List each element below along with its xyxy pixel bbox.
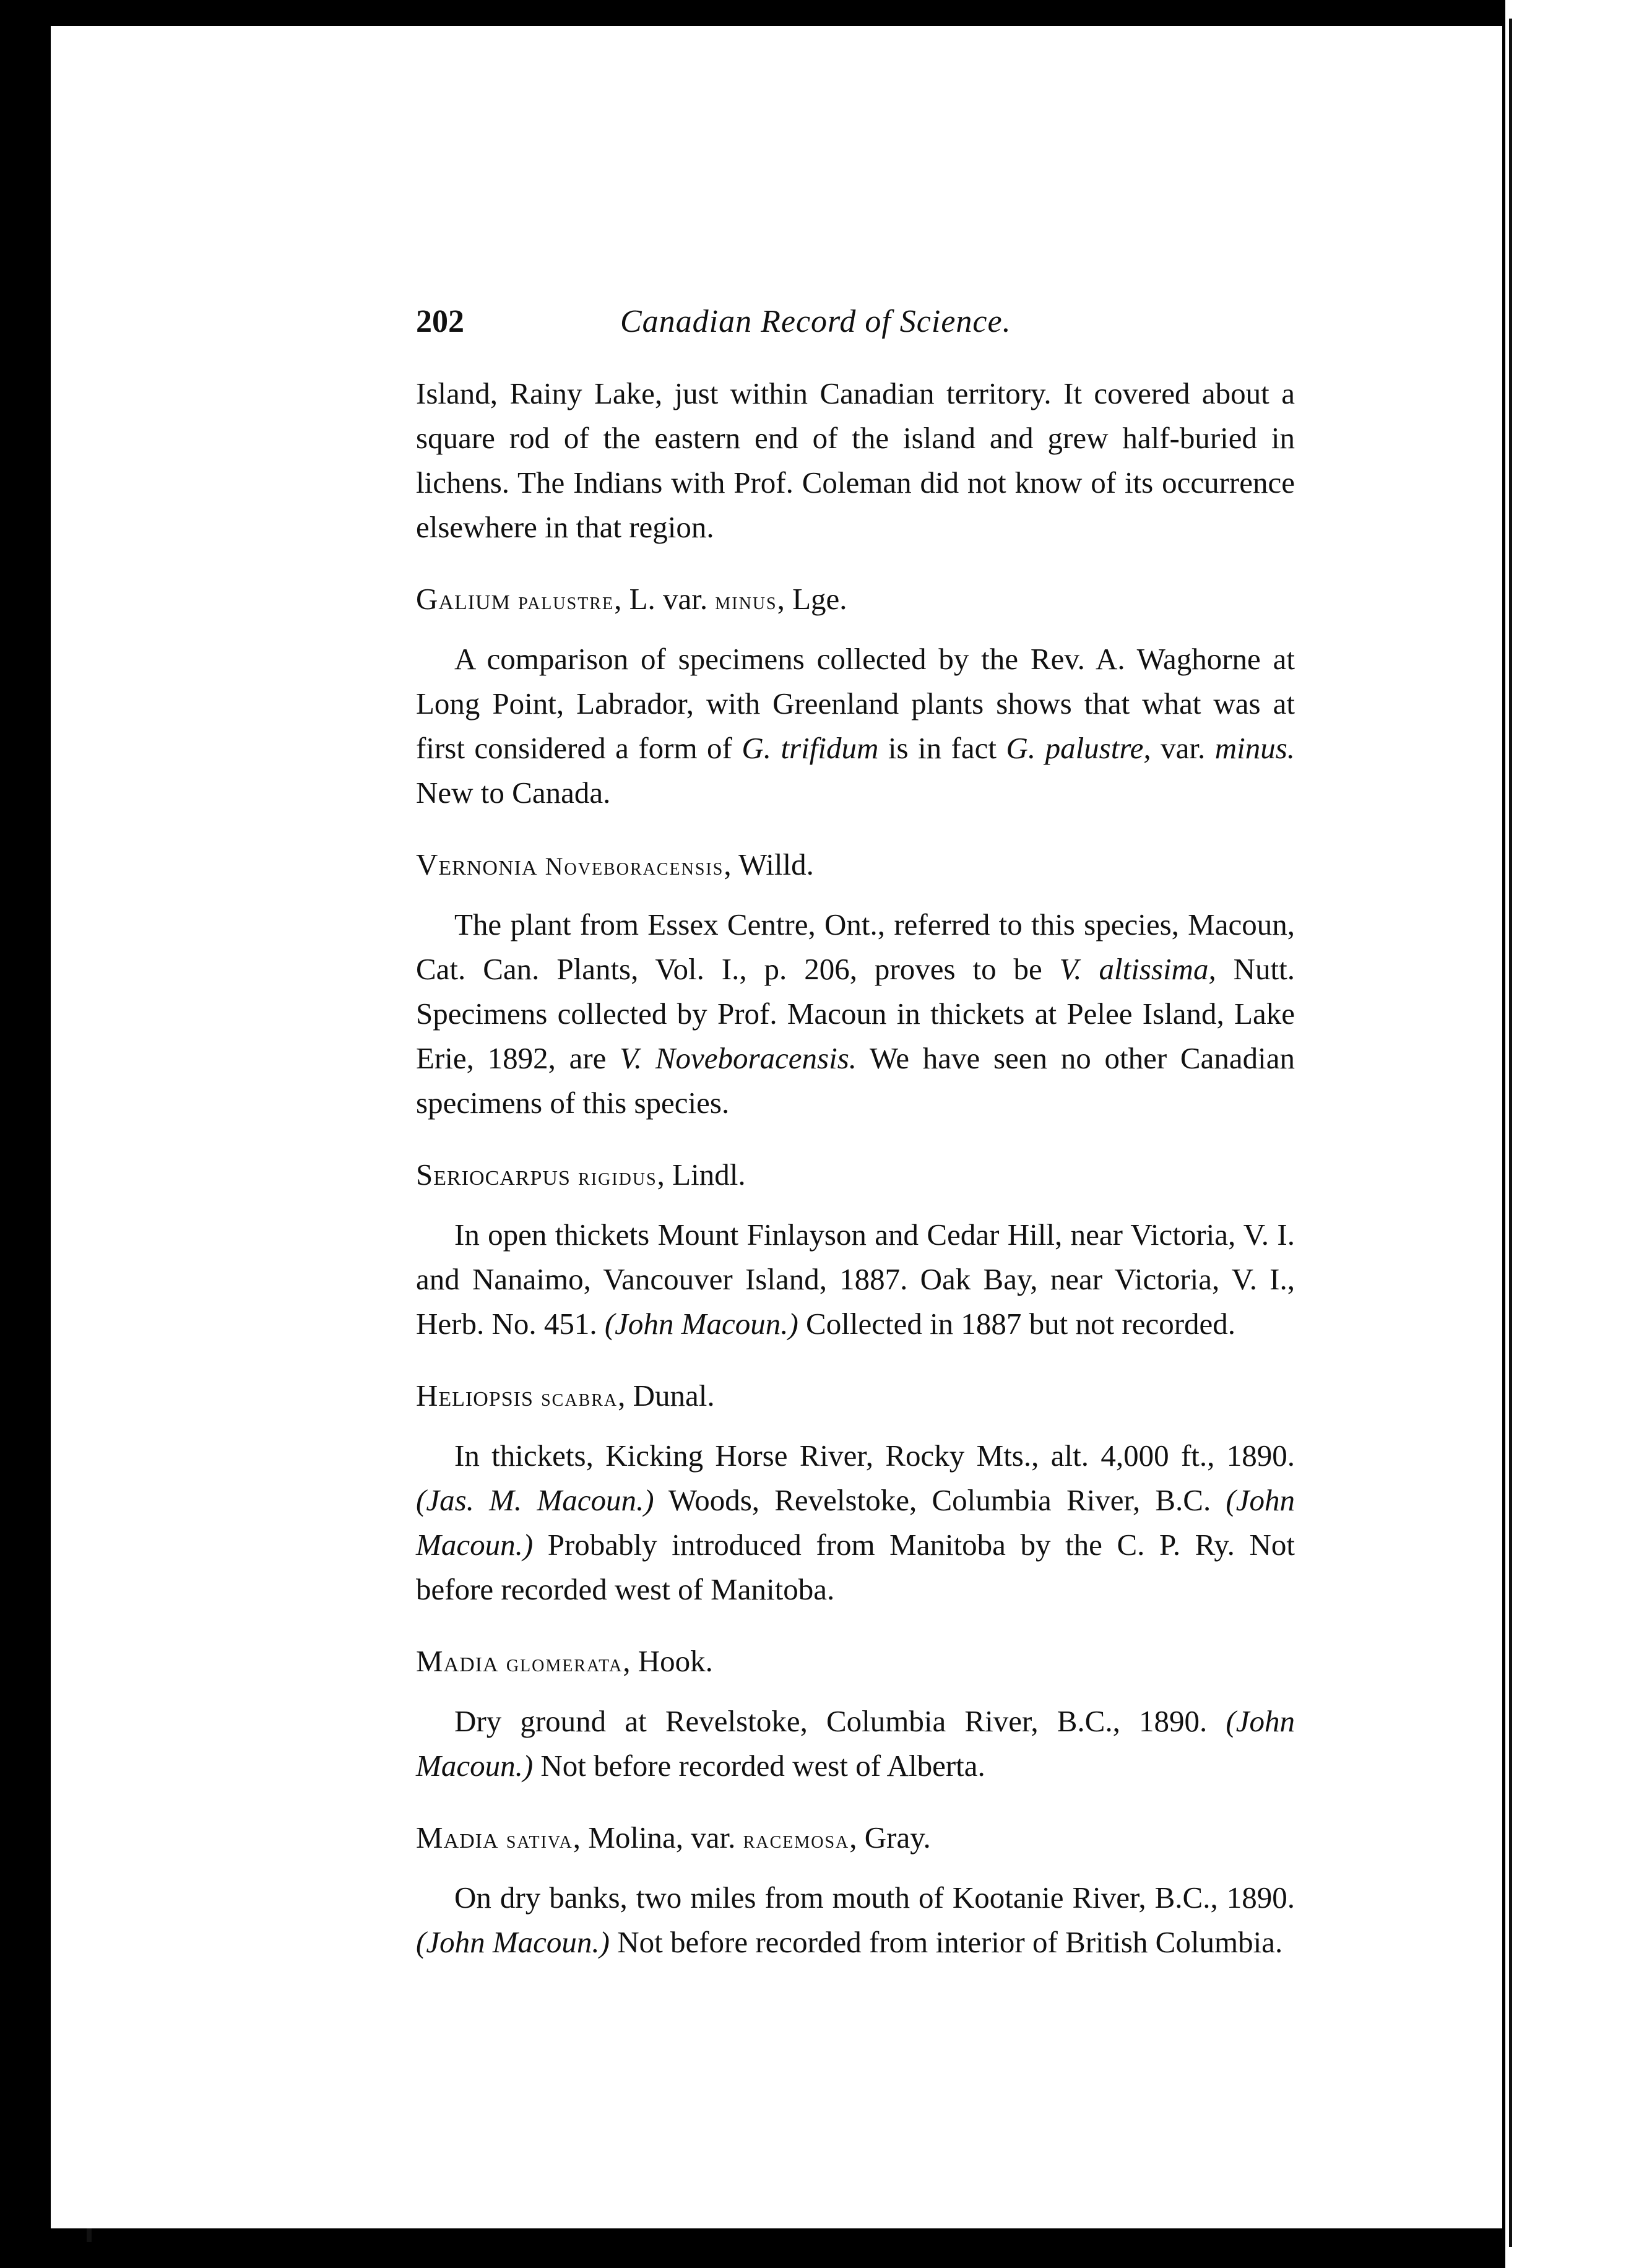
- species-heading-heliopsis-scabra: [416, 1374, 1295, 1420]
- species-description-galium-palustre: [416, 637, 1295, 815]
- species-description-heliopsis-scabra: [416, 1434, 1295, 1612]
- body-text: [416, 371, 1295, 1965]
- species-description-madia-glomerata: [416, 1699, 1295, 1788]
- species-heading-galium-palustre: [416, 577, 1295, 623]
- authority: , Lindl.: [657, 1158, 746, 1192]
- authority: , L. var.: [614, 582, 716, 616]
- text-run: A comparison of specimens collected by the Rev. A. Waghorne at Long Point, Labrador, with Greenland plants shows that what was at first considered a form of: [416, 642, 1295, 765]
- genus-name: Heliopsis: [416, 1379, 534, 1413]
- italic-name: minus.: [1214, 731, 1295, 765]
- text-run: Dry ground at Revelstoke, Columbia River, B.C., 1890.: [454, 1704, 1226, 1738]
- species-epithet: palustre: [518, 587, 615, 615]
- variety-authority: , Lge.: [777, 582, 847, 616]
- collector-citation: (John Macoun.): [416, 1483, 1295, 1562]
- authority: , Hook.: [623, 1644, 713, 1678]
- journal-title: Canadian Record of Science.: [620, 304, 1011, 339]
- variety-epithet: minus: [715, 587, 777, 615]
- text-run: Collected in 1887 but not recorded.: [798, 1307, 1236, 1341]
- collector-citation: (John Macoun.): [604, 1307, 798, 1341]
- text-run: var.: [1151, 731, 1215, 765]
- italic-name: V. altissima,: [1059, 952, 1216, 986]
- text-run: is in fact: [878, 731, 1006, 765]
- text-run: In thickets, Kicking Horse River, Rocky Mts., alt. 4,000 ft., 1890.: [454, 1439, 1295, 1473]
- species-heading-vernonia-noveboracensis: [416, 842, 1295, 889]
- genus-name: Galium: [416, 582, 511, 616]
- page-number: 202: [416, 304, 464, 339]
- species-heading-madia-sativa: [416, 1816, 1295, 1862]
- text-run: Probably introduced from Manitoba by the C. P. Ry. Not before recorded west of Manitoba.: [416, 1528, 1295, 1606]
- genus-name: Seriocarpus: [416, 1158, 571, 1192]
- italic-name: G. palustre,: [1006, 731, 1151, 765]
- species-epithet: scabra: [541, 1383, 618, 1411]
- text-run: On dry banks, two miles from mouth of Kootanie River, B.C., 1890.: [454, 1881, 1295, 1915]
- opening-paragraph: Island, Rainy Lake, just within Canadian territory. It covered about a square rod of the eastern end of the island and grew half-buried in lichens. The Indians with Prof. Coleman did not know of its occurrence elsewhere in that region.: [416, 376, 1295, 544]
- italic-name: V. Noveboracensis.: [620, 1041, 857, 1075]
- species-description-vernonia-noveboracensis: [416, 902, 1295, 1125]
- genus-name: Vernonia: [416, 847, 538, 881]
- genus-name: Madia: [416, 1820, 499, 1855]
- authority: , Molina, var.: [573, 1820, 743, 1855]
- text-run: We have seen no other Canadian specimens of this species.: [416, 1041, 1295, 1120]
- authority: , Dunal.: [618, 1379, 715, 1413]
- species-description-madia-sativa: [416, 1876, 1295, 1965]
- scan-artifact-mark: [87, 2228, 92, 2242]
- page-gutter-line: [1509, 19, 1512, 2247]
- text-run: Not before recorded west of Alberta.: [533, 1749, 985, 1783]
- species-epithet: glomerata: [506, 1649, 623, 1677]
- italic-name: G. trifidum: [742, 731, 879, 765]
- species-epithet: rigidus: [578, 1162, 657, 1190]
- collector-citation: (Jas. M. Macoun.): [416, 1483, 654, 1517]
- variety-authority: , Gray.: [849, 1820, 931, 1855]
- text-run: In open thickets Mount Finlayson and Cedar Hill, near Victoria, V. I. and Nanaimo, Vancouver Island, 1887. Oak Bay, near Victoria, V. I., Herb. No. 451.: [416, 1218, 1295, 1341]
- running-head: [416, 303, 1084, 353]
- authority: , Willd.: [724, 847, 814, 881]
- species-description-seriocarpus-rigidus: [416, 1213, 1295, 1346]
- species-epithet: Noveboracensis: [545, 852, 724, 880]
- variety-epithet: racemosa: [743, 1825, 850, 1853]
- text-run: New to Canada.: [416, 776, 611, 810]
- adjacent-page-edge: [1505, 0, 1639, 2268]
- genus-name: Madia: [416, 1644, 499, 1678]
- species-heading-madia-glomerata: [416, 1639, 1295, 1686]
- text-run: Nutt. Specimens collected by Prof. Macoun in thickets at Pelee Island, Lake Erie, 1892, are: [416, 952, 1295, 1075]
- collector-citation: (John Macoun.): [416, 1925, 610, 1959]
- text-run: Not before recorded from interior of British Columbia.: [609, 1925, 1283, 1959]
- collector-citation: (John Macoun.): [416, 1704, 1295, 1783]
- species-heading-seriocarpus-rigidus: [416, 1153, 1295, 1199]
- text-run: The plant from Essex Centre, Ont., referred to this species, Macoun, Cat. Can. Plants, Vol. I., p. 206, proves to be: [416, 907, 1295, 986]
- species-epithet: sativa: [506, 1825, 573, 1853]
- text-run: Woods, Revelstoke, Columbia River, B.C.: [654, 1483, 1226, 1517]
